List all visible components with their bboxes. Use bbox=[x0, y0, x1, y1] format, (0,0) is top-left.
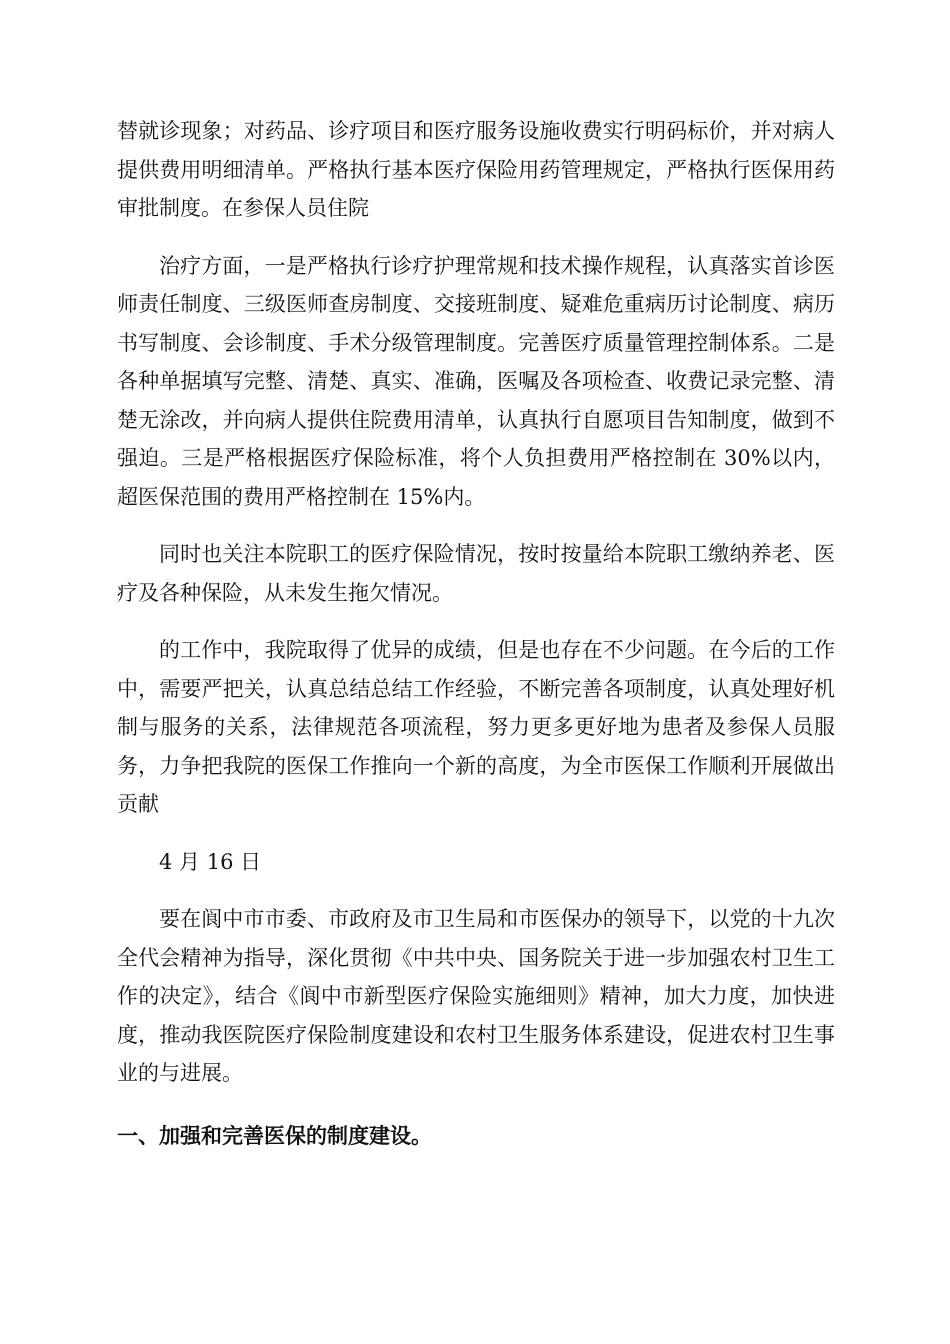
document-page bbox=[117, 112, 835, 1155]
paragraph-5: 要在阆中市市委、市政府及市卫生局和市医保办的领导下，以党的十九次全代会精神为指导，深化贯彻《中共中央、国务院关于进一步加强农村卫生工作的决定》，结合《阆中市新型医疗保险实施细则》精神，加大力度，加快进度，推动我医院医疗保险制度建设和农村卫生服务体系建设，促进农村卫生事业的与进展。 bbox=[117, 907, 835, 1085]
section-heading: 一、加强和完善医保的制度建设。 bbox=[117, 1123, 432, 1148]
paragraph-1: 替就诊现象；对药品、诊疗项目和医疗服务设施收费实行明码标价，并对病人提供费用明细清单。严格执行基本医疗保险用药管理规定，严格执行医保用药审批制度。在参保人员住院 bbox=[117, 119, 835, 220]
date-line: 4 月 16 日 bbox=[159, 849, 262, 874]
paragraph-4: 的工作中，我院取得了优异的成绩，但是也存在不少问题。在今后的工作中，需要严把关，认真总结总结工作经验，不断完善各项制度，认真处理好机制与服务的关系，法律规范各项流程，努力更多更好地为患者及参保人员服务，力争把我院的医保工作推向一个新的高度，为全市医保工作顺利开展做出贡献 bbox=[117, 638, 835, 816]
paragraph-2: 治疗方面，一是严格执行诊疗护理常规和技术操作规程，认真落实首诊医师责任制度、三级医师查房制度、交接班制度、疑难危重病历讨论制度、病历书写制度、会诊制度、手术分级管理制度。完善医疗质量管理控制体系。二是各种单据填写完整、清楚、真实、准确，医嘱及各项检查、收费记录完整、清楚无涂改，并向病人提供住院费用清单，认真执行自愿项目告知制度，做到不强迫。三是严格根据医疗保险标准，将个人负担费用严格控制在 30%以内，超医保范围的费用严格控制在 15%内。 bbox=[117, 253, 835, 509]
paragraph-3: 同时也关注本院职工的医疗保险情况，按时按量给本院职工缴纳养老、医疗及各种保险，从未发生拖欠情况。 bbox=[117, 542, 835, 605]
